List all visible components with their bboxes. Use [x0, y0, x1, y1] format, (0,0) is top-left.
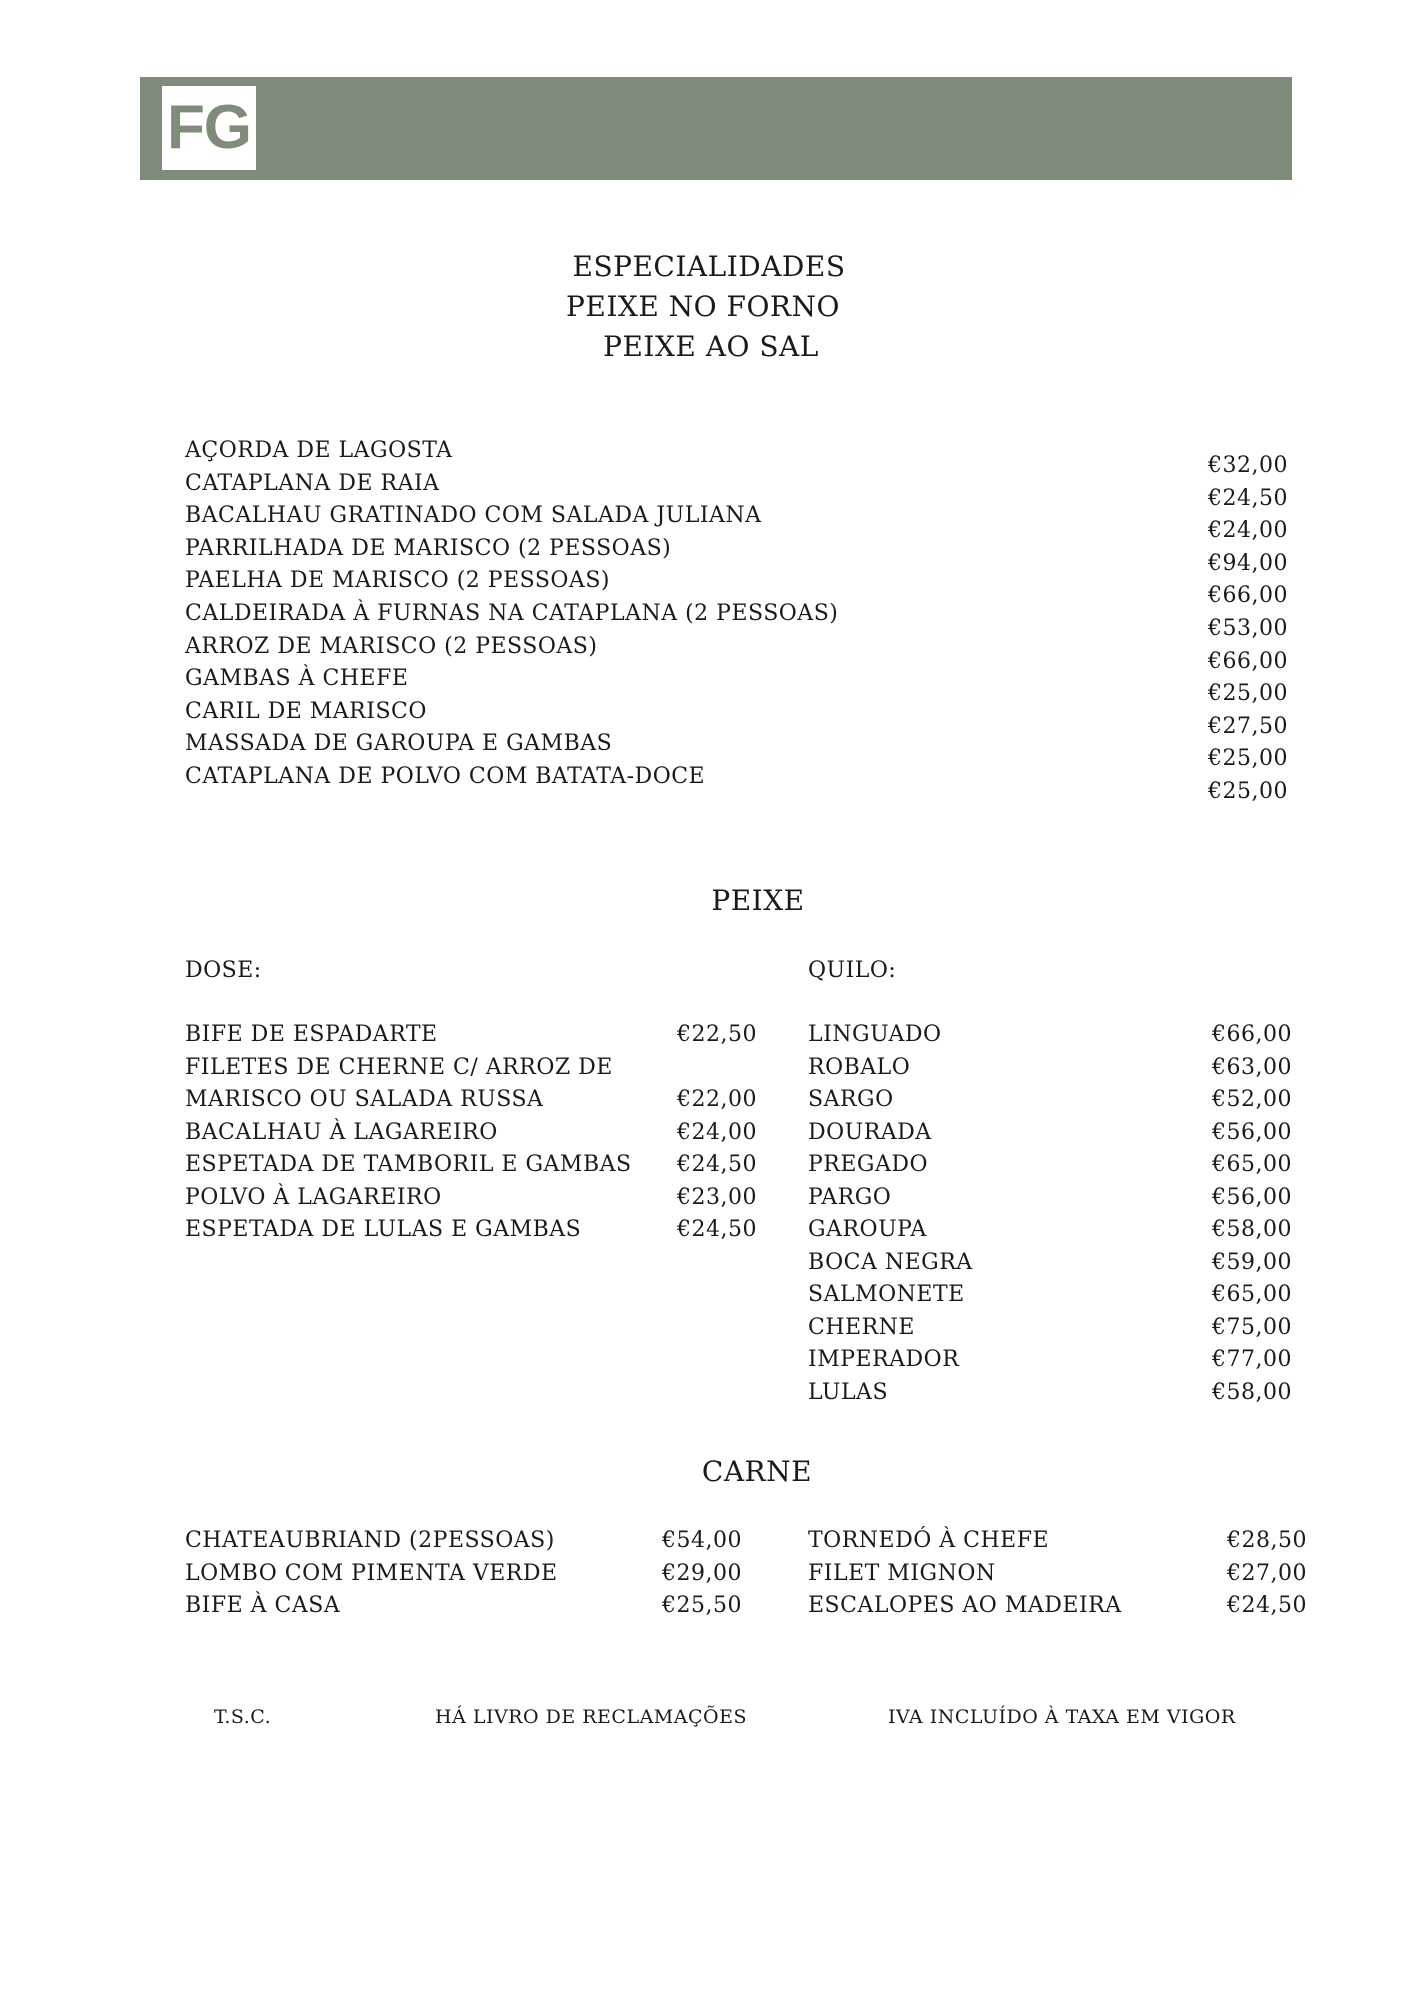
quilo-item-name: SARGO [808, 1087, 894, 1112]
carne-item-name: LOMBO COM PIMENTA VERDE [185, 1561, 558, 1586]
footer-iva: IVA INCLUÍDO À TAXA EM VIGOR [888, 1706, 1236, 1728]
logo-text: FG [166, 93, 252, 162]
carne-item-price: €29,00 [662, 1561, 742, 1586]
header-bar [140, 77, 1292, 180]
dose-item-price: €24,50 [677, 1152, 757, 1177]
dose-item-price: €24,00 [677, 1120, 757, 1145]
specialty-price: €24,00 [1208, 518, 1288, 544]
specialty-price: €94,00 [1208, 550, 1288, 576]
quilo-item-price: €52,00 [1212, 1087, 1292, 1112]
carne-item-name: TORNEDÓ À CHEFE [808, 1528, 1050, 1553]
dose-item-name: BACALHAU À LAGAREIRO [185, 1120, 498, 1145]
specialty-price: €53,00 [1208, 615, 1288, 641]
quilo-item-name: LINGUADO [808, 1022, 942, 1047]
dose-item-name: FILETES DE CHERNE C/ ARROZ DE [185, 1055, 613, 1080]
quilo-item-name: LULAS [808, 1380, 889, 1405]
specialty-item: PAELHA DE MARISCO (2 PESSOAS) [185, 568, 610, 594]
specialty-price: €32,00 [1208, 453, 1288, 478]
specialty-price: €25,00 [1208, 778, 1288, 804]
specialty-item: MASSADA DE GAROUPA E GAMBAS [185, 731, 613, 757]
dose-item-name: ESPETADA DE TAMBORIL E GAMBAS [185, 1152, 632, 1177]
dose-item-name: ESPETADA DE LULAS E GAMBAS [185, 1217, 582, 1242]
dose-item-price: €23,00 [677, 1185, 757, 1210]
title-especialidades: ESPECIALIDADES [572, 250, 846, 283]
specialty-item: ARROZ DE MARISCO (2 PESSOAS) [185, 633, 598, 659]
quilo-item-price: €56,00 [1212, 1120, 1292, 1145]
carne-item-price: €54,00 [662, 1528, 742, 1553]
quilo-label: QUILO: [808, 958, 897, 983]
dose-item-price: €22,00 [677, 1087, 757, 1112]
quilo-item-price: €65,00 [1212, 1282, 1292, 1307]
quilo-item-price: €58,00 [1212, 1380, 1292, 1405]
specialty-item: BACALHAU GRATINADO COM SALADA JULIANA [185, 503, 762, 529]
section-title-peixe: PEIXE [711, 884, 805, 917]
specialty-price: €25,00 [1208, 746, 1288, 772]
quilo-item-name: PARGO [808, 1185, 892, 1210]
quilo-item-name: CHERNE [808, 1315, 915, 1340]
title-peixe-ao-sal: PEIXE AO SAL [603, 330, 819, 363]
specialty-item: PARRILHADA DE MARISCO (2 PESSOAS) [185, 535, 672, 561]
quilo-item-price: €65,00 [1212, 1152, 1292, 1177]
carne-item-price: €24,50 [1227, 1593, 1307, 1618]
quilo-item-name: ROBALO [808, 1055, 911, 1080]
carne-item-name: ESCALOPES AO MADEIRA [808, 1593, 1122, 1618]
fg-logo [162, 86, 256, 170]
carne-item-price: €28,50 [1227, 1528, 1307, 1553]
specialty-item: CALDEIRADA À FURNAS NA CATAPLANA (2 PESSOAS) [185, 600, 839, 626]
quilo-item-name: GAROUPA [808, 1217, 927, 1242]
quilo-item-name: BOCA NEGRA [808, 1250, 973, 1275]
dose-item-name: POLVO À LAGAREIRO [185, 1185, 442, 1210]
carne-item-name: CHATEAUBRIAND (2PESSOAS) [185, 1528, 555, 1553]
quilo-item-name: PREGADO [808, 1152, 929, 1177]
quilo-item-name: SALMONETE [808, 1282, 965, 1307]
specialty-price: €66,00 [1208, 583, 1288, 609]
quilo-item-price: €66,00 [1212, 1022, 1292, 1047]
carne-item-name: BIFE À CASA [185, 1593, 341, 1618]
specialties-list [185, 435, 838, 794]
specialty-item: GAMBAS À CHEFE [185, 666, 409, 692]
dose-item-price: €24,50 [677, 1217, 757, 1242]
dose-label: DOSE: [185, 958, 262, 983]
specialty-price: €25,00 [1208, 681, 1288, 707]
quilo-item-price: €59,00 [1212, 1250, 1292, 1275]
specialty-price: €24,50 [1208, 485, 1288, 511]
menu-titles [0, 247, 1414, 367]
dose-item-name: BIFE DE ESPADARTE [185, 1022, 438, 1047]
carne-item-name: FILET MIGNON [808, 1561, 996, 1586]
quilo-item-price: €63,00 [1212, 1055, 1292, 1080]
quilo-item-price: €56,00 [1212, 1185, 1292, 1210]
carne-item-price: €27,00 [1227, 1561, 1307, 1586]
quilo-item-price: €58,00 [1212, 1217, 1292, 1242]
dose-item-price: €22,50 [677, 1022, 757, 1047]
specialty-price: €66,00 [1208, 648, 1288, 674]
footer-complaints: HÁ LIVRO DE RECLAMAÇÕES [435, 1706, 747, 1728]
specialty-item: CATAPLANA DE RAIA [185, 470, 440, 496]
specialty-item: AÇORDA DE LAGOSTA [185, 438, 453, 463]
carne-item-price: €25,50 [662, 1593, 742, 1618]
quilo-item-name: IMPERADOR [808, 1347, 960, 1372]
specialty-item: CARIL DE MARISCO [185, 698, 427, 724]
dose-item-name: MARISCO OU SALADA RUSSA [185, 1087, 544, 1112]
quilo-item-price: €77,00 [1212, 1347, 1292, 1372]
section-title-carne: CARNE [701, 1455, 813, 1488]
specialty-item: CATAPLANA DE POLVO COM BATATA-DOCE [185, 763, 706, 789]
specialties-prices [1180, 450, 1288, 809]
quilo-item-name: DOURADA [808, 1120, 932, 1145]
title-peixe-no-forno: PEIXE NO FORNO [566, 290, 840, 323]
specialty-price: €27,50 [1208, 713, 1288, 739]
quilo-item-price: €75,00 [1212, 1315, 1292, 1340]
footer-tsc: T.S.C. [214, 1706, 272, 1728]
